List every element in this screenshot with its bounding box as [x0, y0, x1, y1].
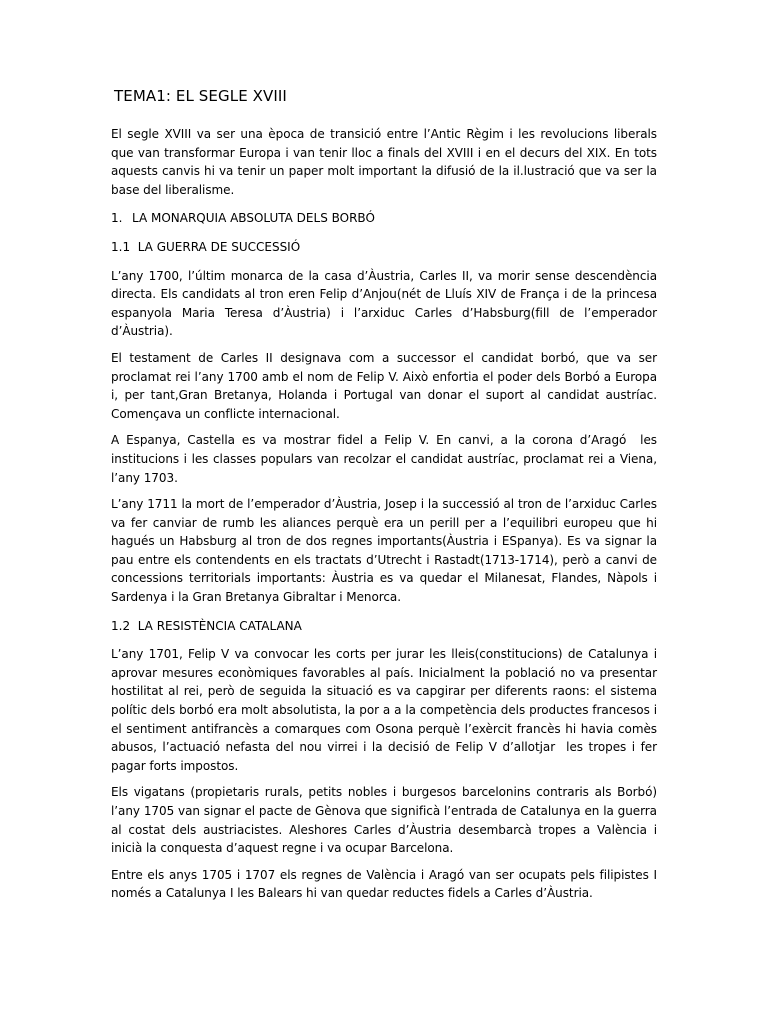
paragraph: L’any 1701, Felip V va convocar les corts per jurar les lleis(constitucions) de Catalunya i aprovar mesures econòmiques favorables al país. Inicialment la població no va presentar hostilitat al rei, però de seguida la situació es va capgirar per diferents raons: el sistema polític dels borbó era molt absolutista, la por a a la competència dels productes francesos i el sentiment antifrancès a comarques com Osona perquè l’exèrcit francès hi havia comès abusos, l’actuació nefasta del nou virrei i la decisió de Felip V d’allotjar les tropes i fer pagar forts impostos.: [111, 647, 661, 773]
document-page: [111, 86, 661, 911]
paragraph: A Espanya, Castella es va mostrar fidel a Felip V. En canvi, a la corona d’Aragó les institucions i les classes populars van recolzar el candidat austríac, proclamat rei a Viena, l’any 1703.: [111, 433, 661, 485]
paragraph: L’any 1700, l’últim monarca de la casa d’Àustria, Carles II, va morir sense descendència directa. Els candidats al tron eren Felip d’Anjou(nét de Lluís XIV de França i de la princesa espanyola Maria Teresa d’Àustria) i l’arxiduc Carles d’Habsburg(fill de l’emperador d’Àustria).: [111, 268, 657, 339]
paragraph: L’any 1711 la mort de l’emperador d’Àustria, Josep i la successió al tron de l’arxiduc Carles va fer canviar de rumb les aliances perquè era un perill per a l’equilibri europeu que hi hagués un Habsburg al tron de dos regnes importants(Àustria i ESpanya). Es va signar la pau entre els contendents en els tractats d’Utrecht i Rastadt(1713-1714), però a canvi de concessions territorials importants: Àustria es va quedar el Milanesat, Flandes, Nàpols i Sardenya i la Gran Bretanya Gibraltar i Menorca.: [111, 497, 657, 605]
section-1-2-heading: 1.2 LA RESISTÈNCIA CATALANA: [111, 618, 302, 633]
section-1-number: 1.: [111, 211, 123, 226]
paragraph: Els vigatans (propietaris rurals, petits nobles i burgesos barcelonins contraris als Borbó) l’any 1705 van signar el pacte de Gènova que significà l’entrada de Catalunya en la guerra al costat dels austriacistes. Aleshores Carles d’Àustria desembarcà tropes a València i inicià la conquesta d’aquest regne i va ocupar Barcelona.: [111, 785, 657, 856]
intro-paragraph: El segle XVIII va ser una època de transició entre l’Antic Règim i les revolucions liberals que van transformar Europa i van tenir lloc a finals del XVIII i en el decurs del XIX. En tots aquests canvis hi va tenir un paper molt important la difusió de la il.lustració que va ser la base del liberalisme.: [111, 127, 657, 197]
paragraph: Entre els anys 1705 i 1707 els regnes de València i Aragó van ser ocupats pels filipistes I només a Catalunya I les Balears hi van quedar reductes fidels a Carles d’Àustria.: [111, 867, 657, 901]
section-1-title: LA MONARQUIA ABSOLUTA DELS BORBÓ: [132, 211, 375, 226]
paragraph: El testament de Carles II designava com a successor el candidat borbó, que va ser proclamat rei l’any 1700 amb el nom de Felip V. Això enfortia el poder dels Borbó a Europa i, per tant,Gran Bretanya, Holanda i Portugal van donar el suport al candidat austríac. Començava un conflicte internacional.: [111, 350, 657, 421]
section-1-heading: [111, 209, 657, 228]
document-title: TEMA1: EL SEGLE XVIII: [114, 87, 287, 105]
section-1-1-heading: 1.1 LA GUERRA DE SUCCESSIÓ: [111, 239, 301, 254]
